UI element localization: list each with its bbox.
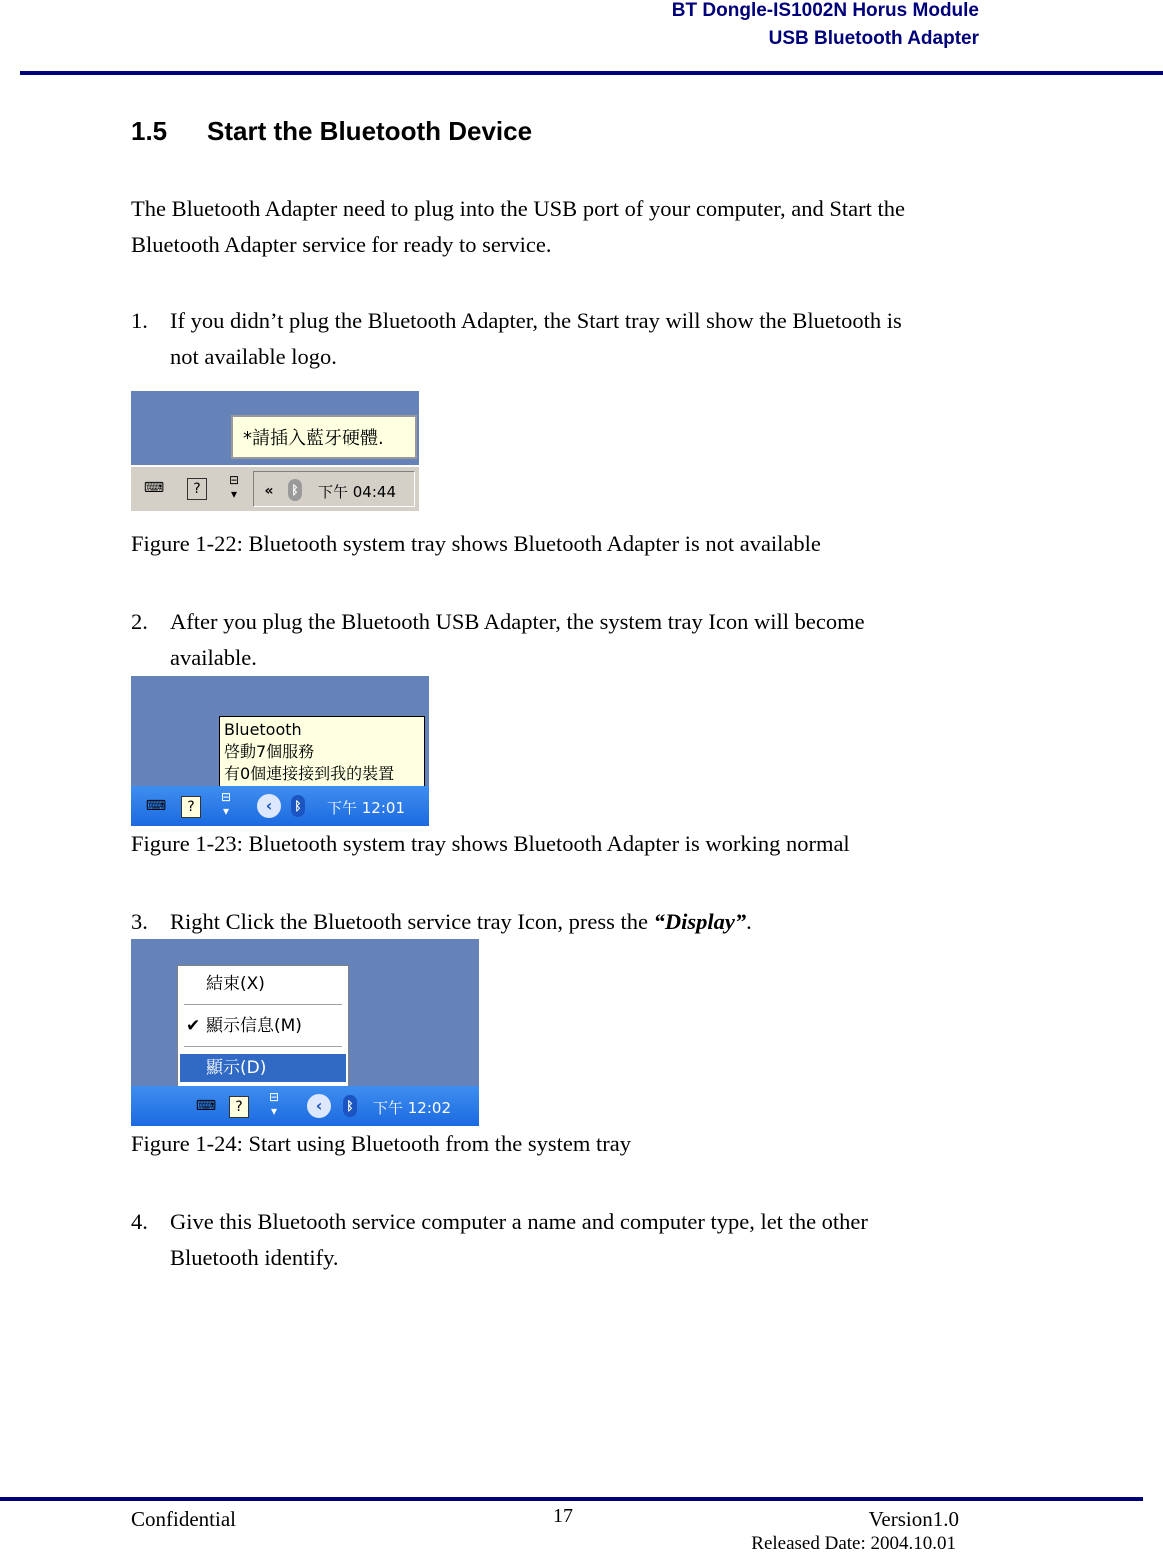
tooltip-line: 啓動7個服務	[224, 742, 315, 761]
tray-clock: 下午 12:01	[327, 799, 405, 817]
chevron-left-icon[interactable]: ‹	[307, 1094, 331, 1118]
section-number: 1.5	[131, 116, 168, 146]
step-text-line1: Give this Bluetooth service computer a name and computer type, let the other	[170, 1209, 868, 1234]
figure-1-22-screenshot	[131, 391, 419, 511]
menu-item-exit[interactable]: 結束(X)	[206, 974, 265, 994]
context-menu	[177, 965, 349, 1091]
bluetooth-icon[interactable]: ᛒ	[343, 1095, 357, 1117]
bluetooth-icon[interactable]: ᛒ	[291, 795, 305, 817]
step-number: 4.	[131, 1209, 148, 1234]
page-number: 17	[553, 1505, 573, 1527]
step-text-line1: If you didn’t plug the Bluetooth Adapter, the Start tray will show the Bluetooth is	[170, 308, 902, 333]
language-bar-icon[interactable]: ⊟ ▾	[268, 1090, 280, 1118]
help-icon[interactable]: ?	[187, 478, 207, 500]
menu-separator	[184, 1046, 342, 1047]
keyboard-icon[interactable]: ⌨	[195, 1098, 217, 1114]
menu-item-display[interactable]: 顯示(D)	[180, 1054, 346, 1082]
step-number: 1.	[131, 308, 148, 333]
display-emphasis: “Display”	[653, 909, 747, 934]
tray-clock: 下午 04:44	[318, 483, 396, 501]
step-text-line2: Bluetooth identify.	[170, 1245, 339, 1270]
keyboard-icon[interactable]: ⌨	[143, 480, 165, 496]
step-text-suffix: .	[746, 909, 752, 934]
step-text	[170, 904, 1030, 940]
figure-1-24-caption: Figure 1-24: Start using Bluetooth from the system tray	[131, 1131, 631, 1156]
language-bar-icon[interactable]: ⊟ ▾	[228, 473, 240, 501]
figure-1-23-caption: Figure 1-23: Bluetooth system tray shows Bluetooth Adapter is working normal	[131, 831, 850, 856]
tooltip-line: 有0個連接接到我的裝置	[224, 764, 395, 783]
help-icon[interactable]: ?	[181, 796, 201, 818]
keyboard-icon[interactable]: ⌨	[145, 798, 167, 814]
taskbar-tray	[131, 465, 419, 511]
step-number: 2.	[131, 609, 148, 634]
step-text-prefix: Right Click the Bluetooth service tray Icon, press the	[170, 909, 654, 934]
tray-tooltip	[219, 716, 425, 788]
notification-area	[253, 471, 415, 507]
menu-item-show-info[interactable]	[180, 1012, 346, 1040]
menu-separator	[184, 1004, 342, 1005]
intro-line1: The Bluetooth Adapter need to plug into the USB port of your computer, and Start the	[131, 196, 905, 221]
step-text-line2: available.	[170, 645, 257, 670]
tray-clock: 下午 12:02	[373, 1099, 451, 1117]
header-title-line1: BT Dongle-IS1002N Horus Module	[671, 0, 979, 21]
chevron-expand-icon[interactable]: «	[264, 483, 274, 499]
footer-released-date: Released Date: 2004.10.01	[751, 1533, 956, 1554]
taskbar-tray	[131, 786, 429, 826]
header-rule	[20, 71, 1163, 75]
figure-1-23-screenshot	[131, 676, 429, 826]
figure-1-22-caption: Figure 1-22: Bluetooth system tray shows Bluetooth Adapter is not available	[131, 531, 821, 556]
menu-item-label: 顯示信息(M)	[206, 1016, 302, 1036]
footer-rule	[0, 1497, 1143, 1501]
bluetooth-disabled-icon[interactable]: ᛒ	[288, 479, 302, 501]
checkmark-icon: ✔	[186, 1016, 201, 1036]
language-bar-icon[interactable]: ⊟ ▾	[220, 790, 232, 818]
step-text-line2: not available logo.	[170, 344, 337, 369]
tooltip-line: Bluetooth	[224, 720, 302, 739]
footer-version: Version1.0	[868, 1507, 959, 1531]
section-title: Start the Bluetooth Device	[207, 116, 533, 146]
help-icon[interactable]: ?	[229, 1096, 249, 1118]
intro-line2: Bluetooth Adapter service for ready to service.	[131, 232, 552, 257]
chevron-left-icon[interactable]: ‹	[257, 794, 281, 818]
header-title-line2: USB Bluetooth Adapter	[768, 28, 979, 49]
figure-1-24-screenshot	[131, 939, 479, 1126]
footer-confidential: Confidential	[131, 1507, 236, 1531]
tray-tooltip: *請插入藍牙硬體.	[231, 415, 417, 459]
taskbar-tray	[131, 1086, 479, 1126]
step-number: 3.	[131, 909, 148, 934]
step-text-line1: After you plug the Bluetooth USB Adapter, the system tray Icon will become	[170, 609, 865, 634]
section-heading	[131, 116, 532, 147]
